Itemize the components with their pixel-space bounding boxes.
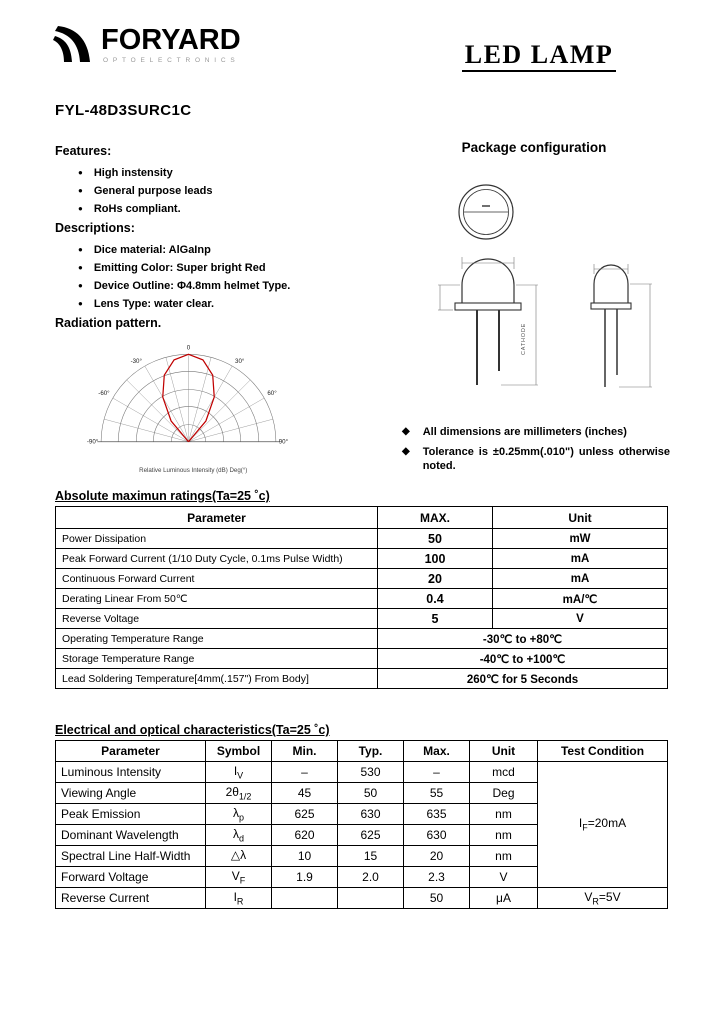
- unit-cell: mW: [493, 529, 668, 549]
- min-cell: [272, 888, 338, 909]
- bullet-icon: ●: [78, 186, 83, 195]
- max-cell: 5: [378, 609, 493, 629]
- unit-cell: nm: [470, 846, 538, 867]
- feature-text: General purpose leads: [93, 185, 213, 197]
- bullet-icon: ●: [78, 263, 83, 272]
- col-header-parameter: Parameter: [56, 507, 378, 529]
- features-list: [55, 167, 393, 215]
- description-text: Lens Type: water clear.: [93, 298, 215, 310]
- polar-spokes: [101, 354, 276, 441]
- unit-cell: Deg: [470, 783, 538, 804]
- max-cell: 55: [404, 783, 470, 804]
- param-cell: Viewing Angle: [56, 783, 206, 804]
- unit-cell: V: [470, 867, 538, 888]
- angle-label: 0: [186, 344, 191, 352]
- list-item: [78, 298, 393, 310]
- max-cell: 20: [378, 569, 493, 589]
- min-cell: 625: [272, 804, 338, 825]
- max-cell: 630: [404, 825, 470, 846]
- unit-cell: nm: [470, 825, 538, 846]
- list-item: [78, 185, 393, 197]
- feature-text: High instensity: [93, 167, 173, 179]
- max-cell: 50: [378, 529, 493, 549]
- feature-text: RoHs compliant.: [93, 203, 181, 215]
- table-row: [56, 669, 668, 689]
- col-header-max: Max.: [404, 741, 470, 762]
- param-cell: Reverse Current: [56, 888, 206, 909]
- min-cell: –: [272, 762, 338, 783]
- list-item: [78, 280, 393, 292]
- note-text: All dimensions are millimeters (inches): [422, 426, 627, 438]
- table-row: [56, 589, 668, 609]
- max-cell: –: [404, 762, 470, 783]
- brand-subtitle: OPTOELECTRONICS: [103, 57, 240, 64]
- unit-cell: mA/℃: [493, 589, 668, 609]
- min-cell: 620: [272, 825, 338, 846]
- led-top-view: [459, 185, 513, 239]
- col-header-symbol: Symbol: [206, 741, 272, 762]
- brand-name: FORYARD: [101, 24, 241, 56]
- bullet-icon: ●: [78, 281, 83, 290]
- radiation-heading: Radiation pattern.: [55, 316, 162, 330]
- param-cell: Continuous Forward Current: [56, 569, 378, 589]
- typ-cell: 2.0: [338, 867, 404, 888]
- typ-cell: 625: [338, 825, 404, 846]
- col-header-unit: Unit: [470, 741, 538, 762]
- radiation-pattern-chart: [65, 339, 331, 477]
- abs-ratings-heading: Absolute maximun ratings(Ta=25 ˚c): [55, 489, 270, 503]
- min-cell: 10: [272, 846, 338, 867]
- package-notes: [398, 425, 670, 473]
- unit-cell: V: [493, 609, 668, 629]
- symbol-cell: $I_V$: [206, 762, 272, 783]
- foryard-logo-icon: [52, 24, 94, 64]
- max-cell: 2.3: [404, 867, 470, 888]
- descriptions-heading: Descriptions:: [55, 221, 135, 235]
- brand-text-block: [101, 24, 241, 64]
- left-column: [55, 144, 393, 477]
- abs-ratings-table: [55, 506, 668, 689]
- min-cell: 45: [272, 783, 338, 804]
- angle-label: 30°: [235, 357, 245, 365]
- description-text: Emitting Color: Super bright Red: [93, 262, 266, 274]
- led-front-view: [455, 259, 521, 385]
- max-cell: 20: [404, 846, 470, 867]
- table-row: [56, 609, 668, 629]
- note-item: [402, 445, 670, 473]
- typ-cell: [338, 888, 404, 909]
- list-item: [78, 244, 393, 256]
- symbol-cell: $2\theta_{1/2}$: [206, 783, 272, 804]
- eo-table: [55, 740, 668, 909]
- table-row: [56, 888, 668, 909]
- value-cell: 260℃ for 5 Seconds: [378, 669, 668, 689]
- param-cell: Operating Temperature Range: [56, 629, 378, 649]
- eo-heading: Electrical and optical characteristics(Ta=25 ˚c): [55, 723, 330, 737]
- unit-cell: μA: [470, 888, 538, 909]
- param-cell: Lead Soldering Temperature[4mm(.157") From Body]: [56, 669, 378, 689]
- package-configuration-heading: Package configuration: [461, 140, 607, 155]
- col-header-typ: Typ.: [338, 741, 404, 762]
- right-column: [398, 140, 670, 479]
- min-cell: 1.9: [272, 867, 338, 888]
- bullet-icon: ●: [78, 168, 83, 177]
- list-item: [78, 203, 393, 215]
- param-cell: Forward Voltage: [56, 867, 206, 888]
- param-cell: Derating Linear From 50℃: [56, 589, 378, 609]
- max-cell: 100: [378, 549, 493, 569]
- list-item: [78, 167, 393, 179]
- bullet-icon: ●: [78, 245, 83, 254]
- diamond-icon: ◆: [402, 426, 410, 437]
- symbol-cell: $\lambda_d$: [206, 825, 272, 846]
- table-row: [56, 569, 668, 589]
- dimension-lines-front: [438, 257, 538, 385]
- test-condition-cell: $V_R=5V$: [538, 888, 668, 909]
- description-text: Device Outline: Φ4.8mm helmet Type.: [93, 280, 291, 292]
- dimension-lines-side: [594, 264, 652, 387]
- absolute-max-ratings-section: [55, 489, 667, 689]
- typ-cell: 530: [338, 762, 404, 783]
- max-cell: 0.4: [378, 589, 493, 609]
- symbol-cell: $I_R$: [206, 888, 272, 909]
- symbol-cell: $\lambda_p$: [206, 804, 272, 825]
- test-condition-cell: $I_F=20mA$: [538, 762, 668, 888]
- cathode-label: CATHODE: [521, 322, 527, 355]
- col-header-max: MAX.: [378, 507, 493, 529]
- led-side-view: [591, 265, 631, 387]
- param-cell: Power Dissipation: [56, 529, 378, 549]
- typ-cell: 50: [338, 783, 404, 804]
- package-drawing: [398, 157, 670, 419]
- diamond-icon: ◆: [402, 446, 410, 457]
- unit-cell: nm: [470, 804, 538, 825]
- table-row: [56, 549, 668, 569]
- angle-label: 60°: [267, 390, 277, 398]
- electro-optical-section: [55, 723, 667, 909]
- brand-logo: [52, 24, 241, 64]
- param-cell: Luminous Intensity: [56, 762, 206, 783]
- table-row: [56, 529, 668, 549]
- max-cell: 635: [404, 804, 470, 825]
- unit-cell: mcd: [470, 762, 538, 783]
- param-cell: Peak Emission: [56, 804, 206, 825]
- symbol-cell: $V_F$: [206, 867, 272, 888]
- radiation-caption: Relative Luminous Intensity (dB) Deg(°): [139, 467, 248, 475]
- document-title: LED LAMP: [408, 40, 670, 70]
- col-header-test-condition: Test Condition: [538, 741, 668, 762]
- param-cell: Storage Temperature Range: [56, 649, 378, 669]
- unit-cell: mA: [493, 569, 668, 589]
- note-item: [402, 425, 670, 439]
- table-row: [56, 762, 668, 783]
- col-header-parameter: Parameter: [56, 741, 206, 762]
- angle-label: -30°: [130, 357, 142, 365]
- param-cell: Reverse Voltage: [56, 609, 378, 629]
- description-text: Dice material: AlGaInp: [93, 244, 211, 256]
- col-header-min: Min.: [272, 741, 338, 762]
- typ-cell: 15: [338, 846, 404, 867]
- header-row: [56, 507, 668, 529]
- symbol-cell: △λ: [206, 846, 272, 867]
- unit-cell: mA: [493, 549, 668, 569]
- angle-label: 90°: [278, 438, 289, 446]
- bullet-icon: ●: [78, 299, 83, 308]
- max-cell: 50: [404, 888, 470, 909]
- angle-label: -60°: [98, 390, 110, 398]
- angle-label: -90°: [86, 438, 99, 446]
- value-cell: -30℃ to +80℃: [378, 629, 668, 649]
- note-text: Tolerance is ±0.25mm(.010") unless otherwise noted.: [422, 446, 670, 472]
- value-cell: -40℃ to +100℃: [378, 649, 668, 669]
- col-header-unit: Unit: [493, 507, 668, 529]
- param-cell: Peak Forward Current (1/10 Duty Cycle, 0.1ms Pulse Width): [56, 549, 378, 569]
- descriptions-list: [55, 244, 393, 310]
- list-item: [78, 262, 393, 274]
- param-cell: Spectral Line Half-Width: [56, 846, 206, 867]
- part-number: FYL-48D3SURC1C: [55, 102, 192, 119]
- features-heading: Features:: [55, 144, 112, 158]
- bullet-icon: ●: [78, 204, 83, 213]
- table-row: [56, 629, 668, 649]
- header-row: [56, 741, 668, 762]
- table-row: [56, 649, 668, 669]
- typ-cell: 630: [338, 804, 404, 825]
- param-cell: Dominant Wavelength: [56, 825, 206, 846]
